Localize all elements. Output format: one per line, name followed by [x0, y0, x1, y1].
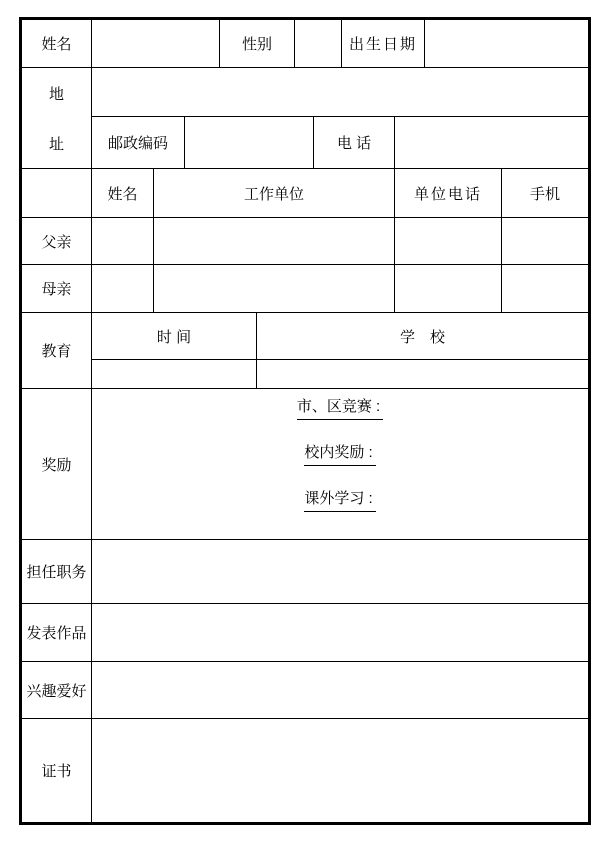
mother-work-phone-input-cell[interactable]	[395, 265, 502, 313]
mother-name-input-cell[interactable]	[92, 265, 154, 313]
education-school-header: 学 校	[400, 328, 446, 346]
education-school-header-cell	[257, 313, 590, 360]
certificates-label: 证书	[41, 763, 72, 780]
row-address-line	[21, 68, 590, 117]
phone-input-cell[interactable]	[395, 117, 590, 169]
education-label: 教育	[41, 343, 72, 360]
postal-code-label-cell	[92, 117, 185, 169]
awards-content-cell[interactable]	[92, 389, 590, 540]
row-parents-header	[21, 169, 590, 218]
gender-label: 性别	[242, 36, 273, 53]
mother-workplace-input-cell[interactable]	[154, 265, 395, 313]
positions-input-cell[interactable]	[92, 540, 590, 604]
birthdate-input-cell[interactable]	[425, 19, 590, 68]
mother-label: 母亲	[41, 281, 72, 298]
parent-name-header-cell	[92, 169, 154, 218]
name-input-cell[interactable]	[92, 19, 220, 68]
address-input-cell[interactable]	[92, 68, 590, 117]
row-mother	[21, 265, 590, 313]
work-phone-header: 单位电话	[414, 185, 483, 203]
workplace-header-cell	[154, 169, 395, 218]
workplace-header: 工作单位	[244, 185, 305, 203]
student-info-form	[19, 17, 591, 825]
phone-label: 电 话	[336, 135, 372, 153]
parents-corner-cell	[21, 169, 92, 218]
awards-label-cell	[21, 389, 92, 540]
mother-label-cell	[21, 265, 92, 313]
award-line-school-award	[92, 441, 588, 462]
publications-label: 发表作品	[26, 625, 87, 642]
school-award-prompt: 校内奖励 :	[304, 441, 375, 466]
gender-input-cell[interactable]	[295, 19, 342, 68]
mother-mobile-input-cell[interactable]	[502, 265, 590, 313]
positions-label: 担任职务	[26, 564, 87, 581]
phone-label-cell	[314, 117, 395, 169]
birthdate-label: 出生日期	[349, 36, 418, 53]
address-label-cell	[21, 68, 92, 169]
father-workplace-input-cell[interactable]	[154, 218, 395, 265]
row-certificates	[21, 719, 590, 824]
education-label-cell	[21, 313, 92, 389]
row-publications	[21, 604, 590, 662]
hobbies-label-cell	[21, 662, 92, 719]
award-line-extracurricular	[92, 487, 588, 508]
education-school-input-cell[interactable]	[257, 360, 590, 389]
row-hobbies	[21, 662, 590, 719]
birthdate-label-cell	[342, 19, 425, 68]
awards-label: 奖励	[41, 456, 72, 474]
parent-name-header: 姓名	[107, 185, 138, 203]
postal-code-input-cell[interactable]	[185, 117, 314, 169]
publications-input-cell[interactable]	[92, 604, 590, 662]
education-time-header-cell	[92, 313, 257, 360]
award-line-city-competition	[92, 395, 588, 416]
row-positions	[21, 540, 590, 604]
certificates-input-cell[interactable]	[92, 719, 590, 824]
publications-label-cell	[21, 604, 92, 662]
row-basic-info	[21, 19, 590, 68]
mobile-header: 手机	[530, 185, 561, 203]
row-awards	[21, 389, 590, 540]
hobbies-input-cell[interactable]	[92, 662, 590, 719]
postal-code-label: 邮政编码	[107, 135, 168, 153]
row-father	[21, 218, 590, 265]
father-label: 父亲	[41, 233, 72, 251]
address-label: 地 址	[48, 85, 64, 153]
certificates-label-cell	[21, 719, 92, 824]
education-time-input-cell[interactable]	[92, 360, 257, 389]
gender-label-cell	[220, 19, 295, 68]
father-mobile-input-cell[interactable]	[502, 218, 590, 265]
mobile-header-cell	[502, 169, 590, 218]
work-phone-header-cell	[395, 169, 502, 218]
extracurricular-prompt: 课外学习 :	[304, 487, 375, 512]
name-label: 姓名	[41, 36, 72, 53]
father-label-cell	[21, 218, 92, 265]
city-competition-prompt: 市、区竞赛 :	[297, 395, 383, 420]
positions-label-cell	[21, 540, 92, 604]
father-name-input-cell[interactable]	[92, 218, 154, 265]
hobbies-label: 兴趣爱好	[26, 682, 87, 700]
education-time-header: 时 间	[156, 328, 192, 346]
row-postal-phone	[21, 117, 590, 169]
row-education-entry	[21, 360, 590, 389]
father-work-phone-input-cell[interactable]	[395, 218, 502, 265]
name-label-cell	[21, 19, 92, 68]
row-education-header	[21, 313, 590, 360]
